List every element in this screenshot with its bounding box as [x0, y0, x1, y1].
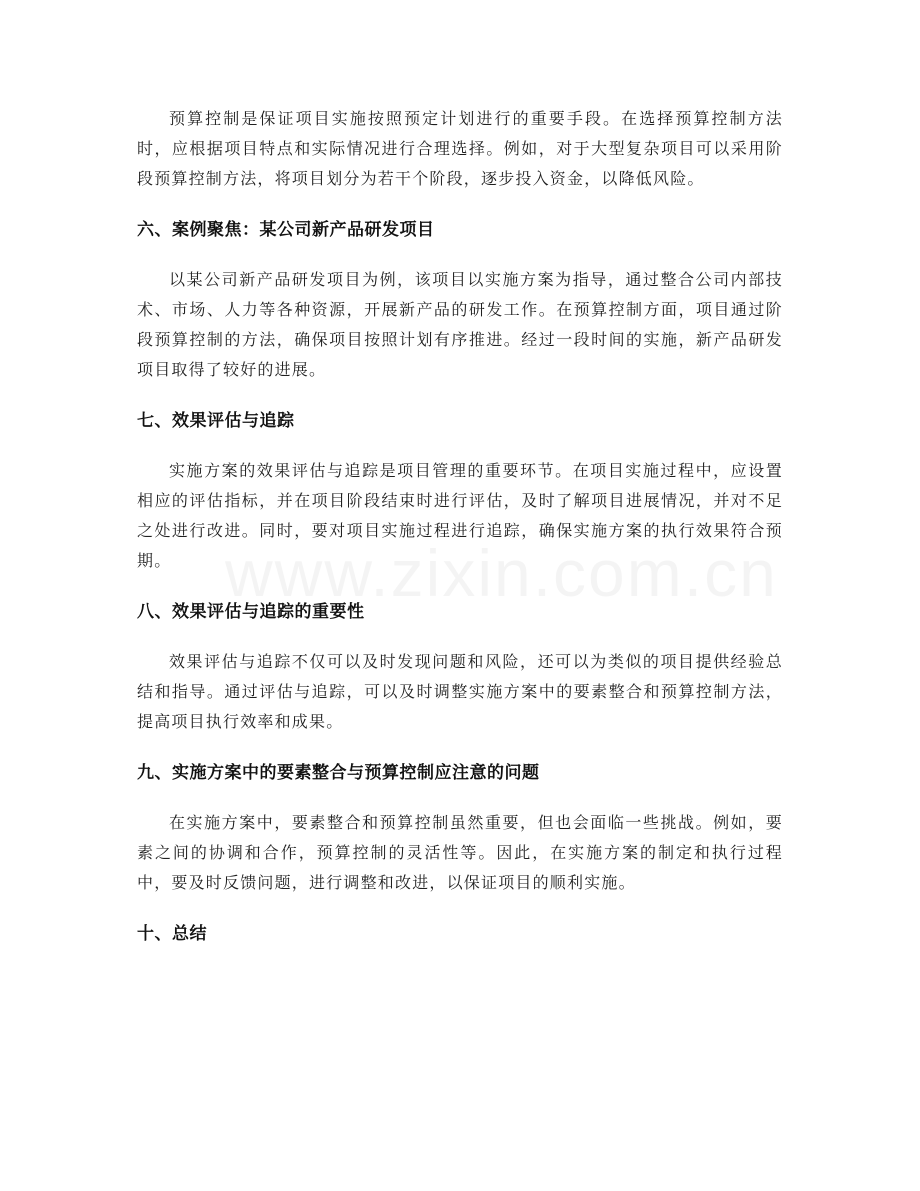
paragraph-case-study: 以某公司新产品研发项目为例，该项目以实施方案为指导，通过整合公司内部技术、市场、人力等各种资源，开展新产品的研发工作。在预算控制方面，项目通过阶段预算控制的方法，确保项目按照计划有序推进。经过一段时间的实施，新产品研发项目取得了较好的进展。	[137, 270, 783, 379]
heading-section-7: 七、效果评估与追踪	[137, 411, 295, 431]
heading-section-10: 十、总结	[137, 924, 207, 944]
paragraph-evaluation-tracking: 实施方案的效果评估与追踪是项目管理的重要环节。在项目实施过程中，应设置相应的评估指标，并在项目阶段结束时进行评估，及时了解项目进展情况，并对不足之处进行改进。同时，要对项目实施过程进行追踪，确保实施方案的执行效果符合预期。	[137, 461, 783, 570]
paragraph-budget-control: 预算控制是保证项目实施按照预定计划进行的重要手段。在选择预算控制方法时，应根据项目特点和实际情况进行合理选择。例如，对于大型复杂项目可以采用阶段预算控制方法，将项目划分为若干个阶段，逐步投入资金，以降低风险。	[137, 109, 783, 188]
heading-section-6: 六、案例聚焦：某公司新产品研发项目	[137, 220, 435, 240]
document-body	[137, 104, 783, 949]
paragraph-evaluation-importance: 效果评估与追踪不仅可以及时发现问题和风险，还可以为类似的项目提供经验总结和指导。通过评估与追踪，可以及时调整实施方案中的要素整合和预算控制方法，提高项目执行效率和成果。	[137, 652, 783, 731]
heading-section-8: 八、效果评估与追踪的重要性	[137, 602, 365, 622]
paragraph-issues: 在实施方案中，要素整合和预算控制虽然重要，但也会面临一些挑战。例如，要素之间的协调和合作，预算控制的灵活性等。因此，在实施方案的制定和执行过程中，要及时反馈问题，进行调整和改进，以保证项目的顺利实施。	[137, 813, 783, 892]
heading-section-9: 九、实施方案中的要素整合与预算控制应注意的问题	[137, 763, 540, 783]
